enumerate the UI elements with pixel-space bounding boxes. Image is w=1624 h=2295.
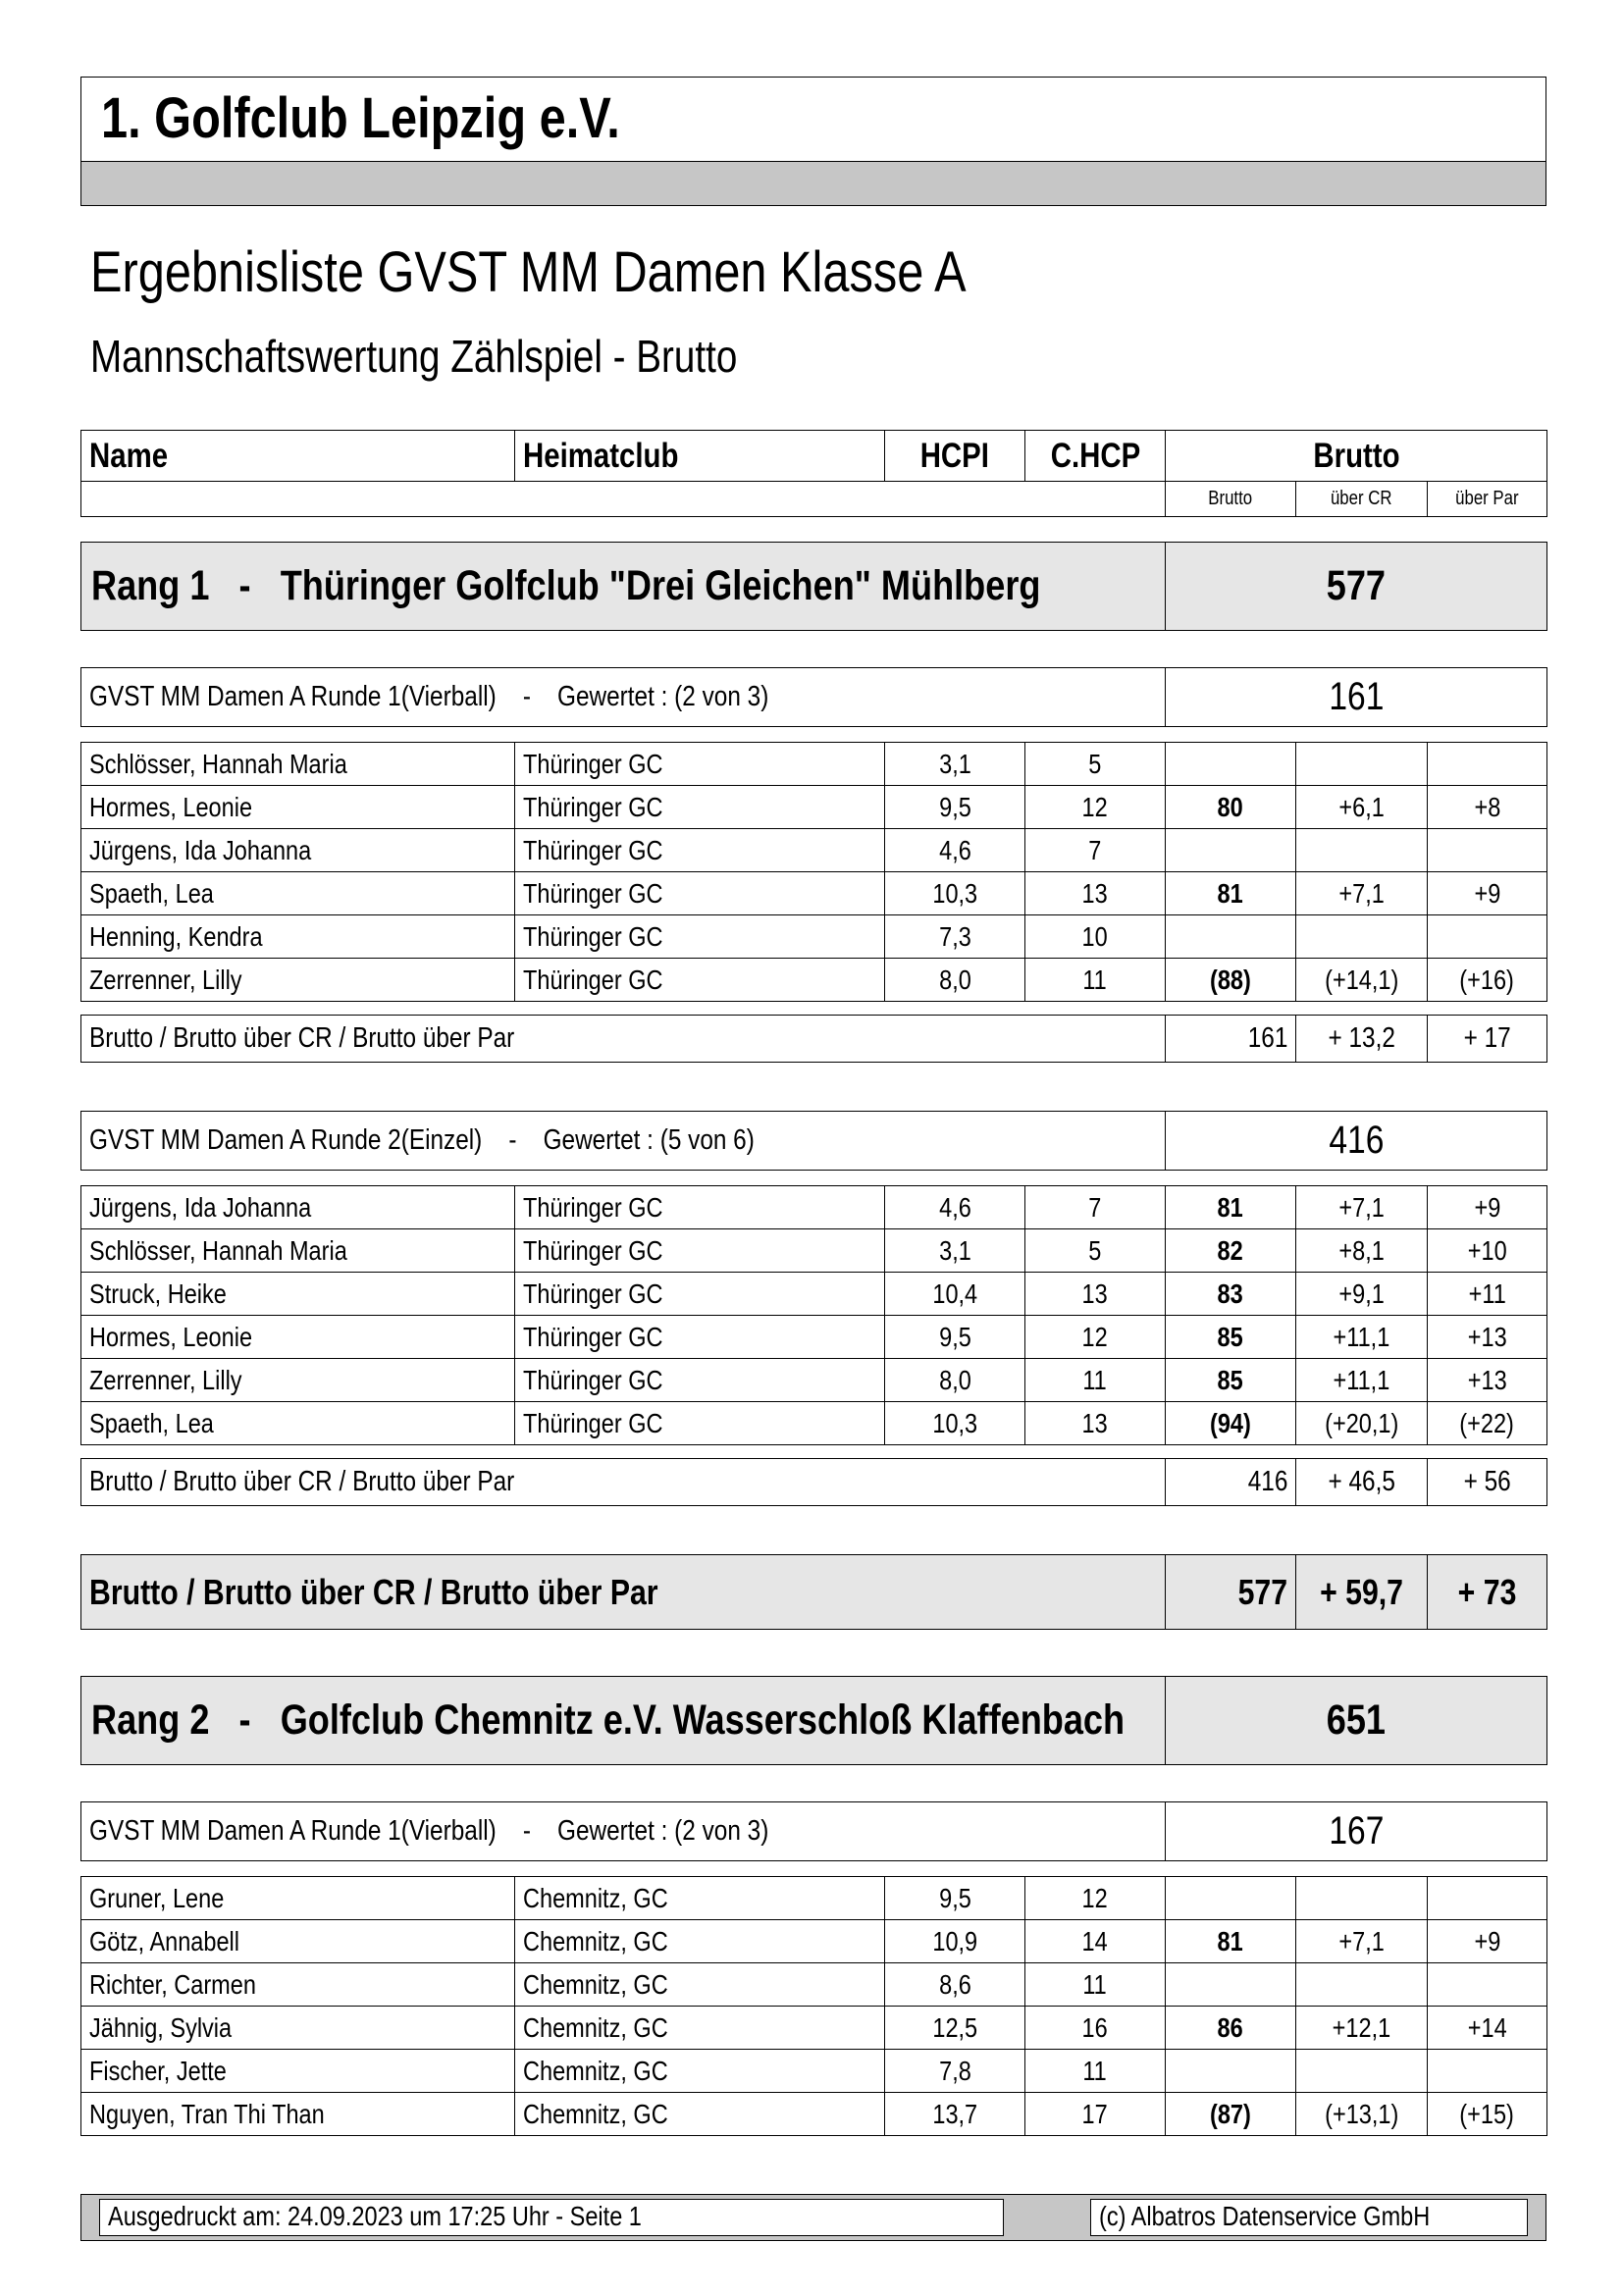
player-hcpi: 10,3 bbox=[932, 1407, 977, 1438]
table-row bbox=[81, 829, 1547, 872]
player-name: Gruner, Lene bbox=[89, 1882, 225, 1913]
player-club: Thüringer GC bbox=[523, 748, 663, 779]
round-total: 167 bbox=[1328, 1809, 1385, 1852]
footer-bar bbox=[80, 2194, 1546, 2241]
rank-label: Rang 2 bbox=[91, 1696, 210, 1744]
grand-brutto: 577 bbox=[1237, 1571, 1287, 1612]
player-par: +13 bbox=[1467, 1364, 1507, 1395]
team-total: 651 bbox=[1326, 1696, 1387, 1744]
table-row bbox=[81, 1273, 1547, 1316]
player-club: Thüringer GC bbox=[523, 1364, 663, 1395]
player-chcp: 13 bbox=[1081, 1407, 1109, 1438]
player-club: Thüringer GC bbox=[523, 920, 663, 952]
player-chcp: 11 bbox=[1082, 1364, 1108, 1395]
table-row bbox=[81, 1877, 1547, 1920]
round-header: GVST MM Damen A Runde 1(Vierball) - Gewertet : (2 von 3) 161 bbox=[80, 667, 1547, 727]
col-brutto: Brutto bbox=[1312, 436, 1400, 475]
player-chcp: 12 bbox=[1081, 1321, 1109, 1352]
player-par: (+15) bbox=[1459, 2098, 1515, 2129]
player-hcpi: 9,5 bbox=[938, 1321, 971, 1352]
player-hcpi: 4,6 bbox=[938, 834, 971, 865]
team-rank-row: Rang 2 - Golfclub Chemnitz e.V. Wasserschloß Klaffenbach 651 bbox=[80, 1676, 1547, 1765]
round-sum bbox=[80, 1458, 1547, 1506]
round-counted: Gewertet : (2 von 3) bbox=[557, 681, 769, 712]
table-row bbox=[81, 1229, 1547, 1273]
player-club: Thüringer GC bbox=[523, 1407, 663, 1438]
player-chcp: 11 bbox=[1082, 2055, 1108, 2086]
footer-copyright: (c) Albatros Datenservice GmbH bbox=[1099, 2201, 1431, 2231]
player-club: Thüringer GC bbox=[523, 791, 663, 822]
player-chcp: 5 bbox=[1088, 748, 1102, 779]
player-club: Thüringer GC bbox=[523, 1234, 663, 1266]
table-row bbox=[81, 1316, 1547, 1359]
player-par: +11 bbox=[1468, 1278, 1506, 1309]
player-par: +8 bbox=[1474, 791, 1500, 822]
player-club: Thüringer GC bbox=[523, 1321, 663, 1352]
player-hcpi: 9,5 bbox=[938, 1882, 971, 1913]
club-header bbox=[80, 77, 1546, 163]
player-name: Spaeth, Lea bbox=[89, 1407, 214, 1438]
round-total: 161 bbox=[1328, 675, 1385, 718]
player-cr: +11,1 bbox=[1333, 1321, 1390, 1352]
player-brutto: (88) bbox=[1210, 964, 1251, 995]
player-chcp: 5 bbox=[1088, 1234, 1102, 1266]
player-name: Zerrenner, Lilly bbox=[89, 1364, 242, 1395]
col-name: Name bbox=[89, 436, 169, 475]
player-hcpi: 8,0 bbox=[938, 964, 971, 995]
team-rank-row: Rang 1 - Thüringer Golfclub "Drei Gleichen" Mühlberg 577 bbox=[80, 542, 1547, 631]
sum-label: Brutto / Brutto über CR / Brutto über Par bbox=[89, 1466, 515, 1497]
team-name: Golfclub Chemnitz e.V. Wasserschloß Klaffenbach bbox=[280, 1696, 1126, 1744]
table-row bbox=[81, 1963, 1547, 2007]
club-title: 1. Golfclub Leipzig e.V. bbox=[101, 86, 620, 150]
player-name: Zerrenner, Lilly bbox=[89, 964, 242, 995]
player-club: Chemnitz, GC bbox=[523, 2055, 668, 2086]
sum-par: + 56 bbox=[1463, 1466, 1511, 1497]
player-cr: (+13,1) bbox=[1324, 2098, 1399, 2129]
player-name: Fischer, Jette bbox=[89, 2055, 227, 2086]
player-chcp: 7 bbox=[1088, 834, 1102, 865]
player-brutto: 81 bbox=[1217, 1191, 1244, 1223]
col-chcp: C.HCP bbox=[1050, 436, 1140, 475]
player-par: +9 bbox=[1474, 1191, 1500, 1223]
player-hcpi: 10,4 bbox=[932, 1278, 977, 1309]
player-cr: +9,1 bbox=[1338, 1278, 1385, 1309]
table-row bbox=[81, 1186, 1547, 1229]
player-hcpi: 13,7 bbox=[932, 2098, 977, 2129]
round-counted: Gewertet : (2 von 3) bbox=[557, 1815, 769, 1847]
round-header: GVST MM Damen A Runde 1(Vierball) - Gewertet : (2 von 3) 167 bbox=[80, 1801, 1547, 1861]
sum-brutto: 161 bbox=[1247, 1022, 1287, 1054]
player-chcp: 11 bbox=[1082, 1968, 1108, 2000]
player-club: Thüringer GC bbox=[523, 834, 663, 865]
column-header bbox=[80, 430, 1547, 517]
player-chcp: 16 bbox=[1081, 2011, 1109, 2043]
sum-brutto: 416 bbox=[1247, 1466, 1287, 1497]
player-table bbox=[80, 1185, 1547, 1445]
footer-printed-box bbox=[99, 2199, 1004, 2236]
player-brutto: (94) bbox=[1210, 1407, 1251, 1438]
player-brutto: 85 bbox=[1217, 1321, 1244, 1352]
player-cr: +11,1 bbox=[1333, 1364, 1390, 1395]
player-brutto: 86 bbox=[1217, 2011, 1244, 2043]
player-hcpi: 8,6 bbox=[938, 1968, 971, 2000]
player-cr: +7,1 bbox=[1338, 1925, 1385, 1956]
player-chcp: 10 bbox=[1081, 920, 1109, 952]
player-hcpi: 10,9 bbox=[932, 1925, 977, 1956]
player-brutto: 85 bbox=[1217, 1364, 1244, 1395]
player-hcpi: 12,5 bbox=[932, 2011, 977, 2043]
round-counted: Gewertet : (5 von 6) bbox=[543, 1124, 755, 1156]
player-club: Chemnitz, GC bbox=[523, 1968, 668, 2000]
player-club: Thüringer GC bbox=[523, 1278, 663, 1309]
team-grand-total bbox=[80, 1554, 1547, 1630]
list-subtitle: Mannschaftswertung Zählspiel - Brutto bbox=[90, 331, 738, 382]
grand-cr: + 59,7 bbox=[1320, 1571, 1403, 1612]
round-title: GVST MM Damen A Runde 2(Einzel) bbox=[89, 1124, 483, 1156]
player-hcpi: 4,6 bbox=[938, 1191, 971, 1223]
round-sum bbox=[80, 1015, 1547, 1063]
player-hcpi: 8,0 bbox=[938, 1364, 971, 1395]
table-row bbox=[81, 872, 1547, 915]
sum-cr: + 13,2 bbox=[1328, 1022, 1395, 1054]
table-row bbox=[81, 743, 1547, 786]
sum-par: + 17 bbox=[1463, 1022, 1511, 1054]
player-chcp: 12 bbox=[1081, 791, 1109, 822]
player-hcpi: 7,8 bbox=[938, 2055, 971, 2086]
player-hcpi: 10,3 bbox=[932, 877, 977, 909]
player-name: Schlösser, Hannah Maria bbox=[89, 1234, 347, 1266]
player-par: +13 bbox=[1467, 1321, 1507, 1352]
table-row bbox=[81, 1359, 1547, 1402]
player-par: +9 bbox=[1474, 1925, 1500, 1956]
list-title: Ergebnisliste GVST MM Damen Klasse A bbox=[90, 240, 967, 304]
player-name: Hormes, Leonie bbox=[89, 791, 253, 822]
player-name: Hormes, Leonie bbox=[89, 1321, 253, 1352]
player-name: Struck, Heike bbox=[89, 1278, 227, 1309]
player-name: Jürgens, Ida Johanna bbox=[89, 1191, 312, 1223]
player-cr: (+20,1) bbox=[1324, 1407, 1399, 1438]
table-row bbox=[81, 786, 1547, 829]
header-bar bbox=[80, 161, 1546, 206]
col-sub-brutto: Brutto bbox=[1208, 488, 1253, 509]
player-brutto: (87) bbox=[1210, 2098, 1251, 2129]
rank-label: Rang 1 bbox=[91, 562, 210, 609]
player-cr: +6,1 bbox=[1338, 791, 1385, 822]
player-chcp: 17 bbox=[1081, 2098, 1109, 2129]
player-chcp: 12 bbox=[1081, 1882, 1109, 1913]
sum-label: Brutto / Brutto über CR / Brutto über Par bbox=[89, 1022, 515, 1054]
table-row bbox=[81, 2050, 1547, 2093]
player-par: +10 bbox=[1467, 1234, 1507, 1266]
player-club: Chemnitz, GC bbox=[523, 2098, 668, 2129]
player-name: Richter, Carmen bbox=[89, 1968, 256, 2000]
round-title: GVST MM Damen A Runde 1(Vierball) bbox=[89, 681, 497, 712]
player-name: Götz, Annabell bbox=[89, 1925, 239, 1956]
player-club: Thüringer GC bbox=[523, 964, 663, 995]
col-sub-cr: über CR bbox=[1331, 488, 1392, 509]
player-hcpi: 7,3 bbox=[938, 920, 971, 952]
table-row bbox=[81, 959, 1547, 1002]
player-cr: +12,1 bbox=[1332, 2011, 1391, 2043]
player-cr: +8,1 bbox=[1338, 1234, 1385, 1266]
player-cr: +7,1 bbox=[1338, 1191, 1385, 1223]
col-hcpi: HCPI bbox=[919, 436, 990, 475]
player-club: Thüringer GC bbox=[523, 1191, 663, 1223]
player-name: Spaeth, Lea bbox=[89, 877, 214, 909]
player-club: Chemnitz, GC bbox=[523, 1925, 668, 1956]
round-header: GVST MM Damen A Runde 2(Einzel) - Gewertet : (5 von 6) 416 bbox=[80, 1111, 1547, 1171]
footer-printed: Ausgedruckt am: 24.09.2023 um 17:25 Uhr - Seite 1 bbox=[108, 2201, 642, 2231]
player-chcp: 7 bbox=[1088, 1191, 1102, 1223]
player-name: Jähnig, Sylvia bbox=[89, 2011, 233, 2043]
round-title: GVST MM Damen A Runde 1(Vierball) bbox=[89, 1815, 497, 1847]
player-hcpi: 3,1 bbox=[938, 748, 971, 779]
team-name: Thüringer Golfclub "Drei Gleichen" Mühlberg bbox=[280, 562, 1041, 609]
table-row bbox=[81, 2007, 1547, 2050]
player-chcp: 11 bbox=[1082, 964, 1108, 995]
player-cr: +7,1 bbox=[1338, 877, 1385, 909]
col-club: Heimatclub bbox=[523, 436, 679, 475]
player-par: +9 bbox=[1474, 877, 1500, 909]
team-total: 577 bbox=[1326, 562, 1387, 609]
player-chcp: 13 bbox=[1081, 1278, 1109, 1309]
player-table bbox=[80, 1876, 1547, 2136]
player-table bbox=[80, 742, 1547, 1002]
table-row bbox=[81, 1920, 1547, 1963]
player-name: Jürgens, Ida Johanna bbox=[89, 834, 312, 865]
player-par: (+22) bbox=[1459, 1407, 1515, 1438]
player-brutto: 81 bbox=[1217, 877, 1244, 909]
col-sub-par: über Par bbox=[1455, 488, 1519, 509]
grand-par: + 73 bbox=[1457, 1571, 1517, 1612]
sum-cr: + 46,5 bbox=[1328, 1466, 1395, 1497]
round-total: 416 bbox=[1328, 1119, 1385, 1162]
player-chcp: 13 bbox=[1081, 877, 1109, 909]
player-name: Schlösser, Hannah Maria bbox=[89, 748, 347, 779]
table-row bbox=[81, 915, 1547, 959]
player-name: Henning, Kendra bbox=[89, 920, 263, 952]
player-hcpi: 3,1 bbox=[938, 1234, 971, 1266]
player-club: Chemnitz, GC bbox=[523, 1882, 668, 1913]
player-par: (+16) bbox=[1459, 964, 1515, 995]
player-brutto: 81 bbox=[1217, 1925, 1244, 1956]
grand-label: Brutto / Brutto über CR / Brutto über Par bbox=[89, 1571, 658, 1612]
player-club: Thüringer GC bbox=[523, 877, 663, 909]
player-name: Nguyen, Tran Thi Than bbox=[89, 2098, 325, 2129]
player-brutto: 80 bbox=[1217, 791, 1244, 822]
player-brutto: 82 bbox=[1217, 1234, 1244, 1266]
footer-copyright-box bbox=[1090, 2199, 1528, 2236]
table-row bbox=[81, 2093, 1547, 2136]
player-cr: (+14,1) bbox=[1324, 964, 1399, 995]
player-hcpi: 9,5 bbox=[938, 791, 971, 822]
player-brutto: 83 bbox=[1217, 1278, 1244, 1309]
player-par: +14 bbox=[1467, 2011, 1507, 2043]
player-chcp: 14 bbox=[1081, 1925, 1109, 1956]
player-club: Chemnitz, GC bbox=[523, 2011, 668, 2043]
table-row bbox=[81, 1402, 1547, 1445]
